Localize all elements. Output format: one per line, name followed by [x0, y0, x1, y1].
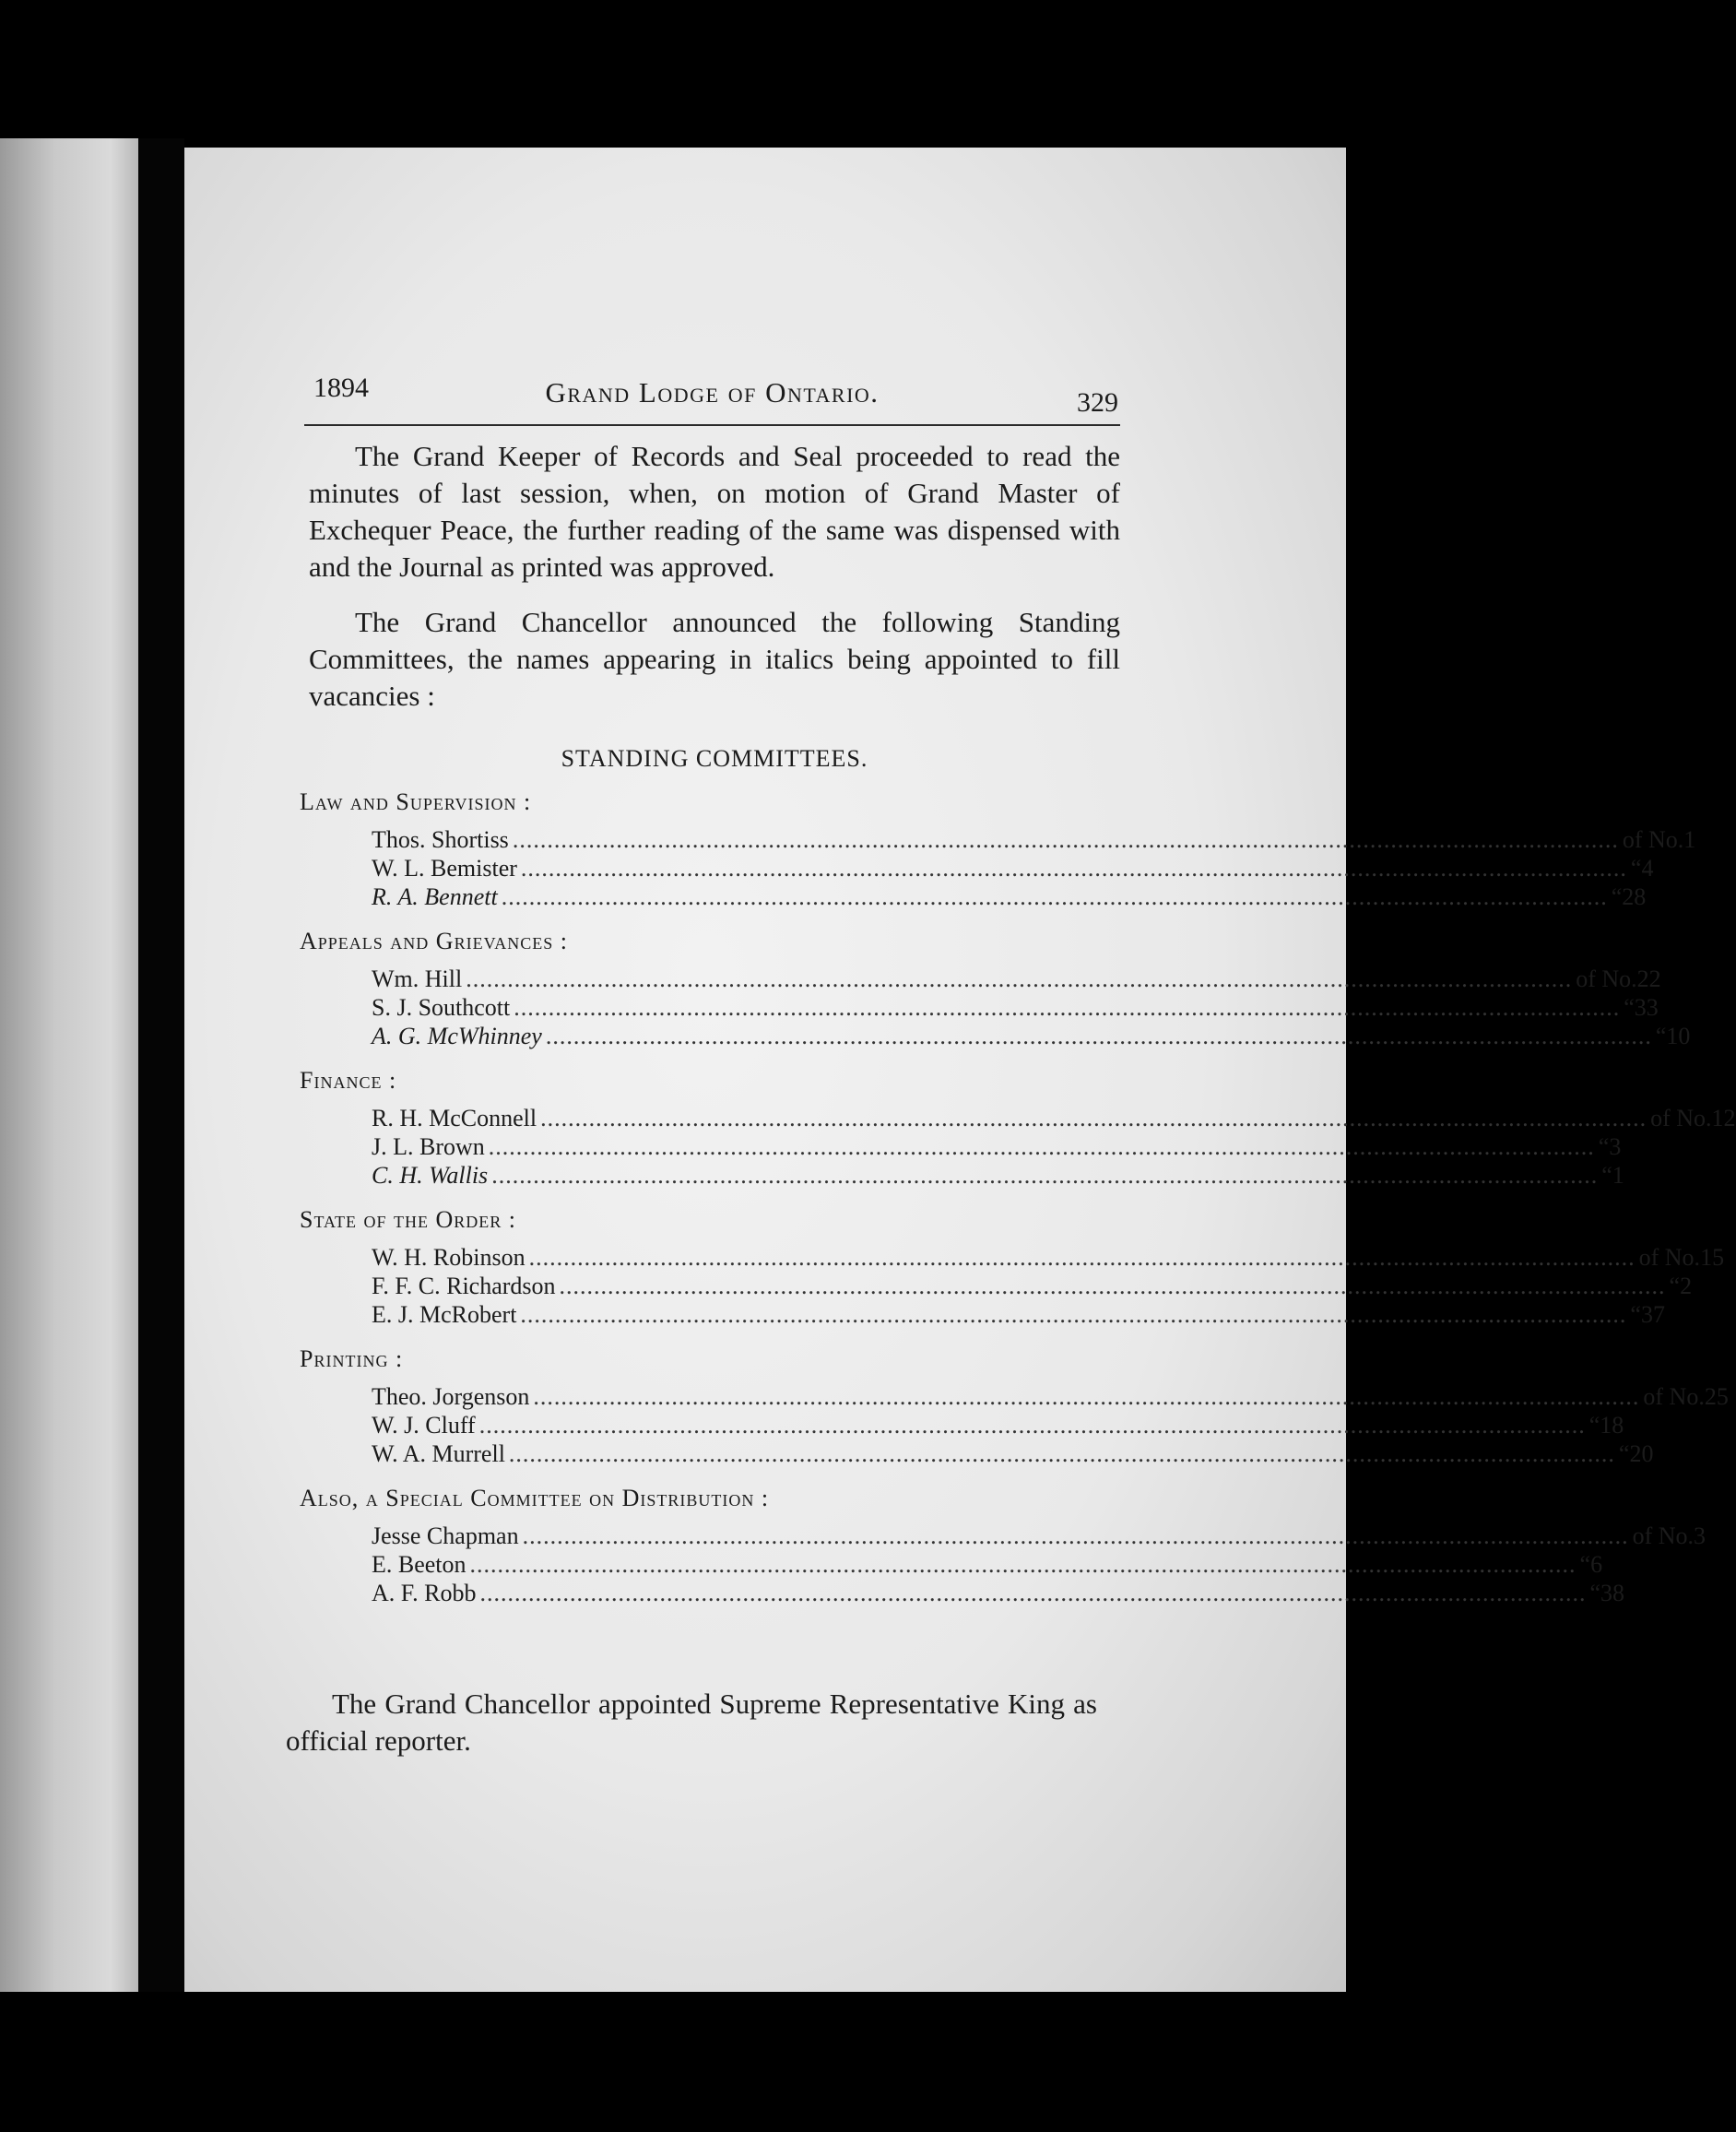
lodge-number: 3: [1609, 1133, 1622, 1160]
lodge-prefix: of No.: [1576, 965, 1637, 992]
lodge-prefix: “: [1655, 1023, 1667, 1049]
lodge-number: 25: [1704, 1383, 1729, 1410]
member-name: W. L. Bemister: [372, 855, 517, 882]
dot-leader: ................................................................................................................................................................: [466, 965, 1573, 992]
committee-block: [300, 928, 1691, 1050]
member-name: R. A. Bennett: [372, 883, 498, 910]
member-name: J. L. Brown: [372, 1133, 485, 1160]
member-name: Thos. Shortiss: [372, 826, 509, 853]
member-name: W. J. Cluff: [372, 1412, 476, 1439]
member-name: W. A. Murrell: [372, 1440, 505, 1467]
member-row: [372, 882, 1647, 911]
member-name: A. G. McWhinney: [372, 1023, 542, 1049]
lodge-number: 33: [1634, 994, 1659, 1021]
lodge-prefix: of No.: [1638, 1244, 1701, 1271]
dot-leader: ................................................................................................................................................................: [488, 1133, 1595, 1160]
dot-leader: ................................................................................................................................................................: [545, 1023, 1652, 1049]
paragraph-closing: The Grand Chancellor appointed Supreme Representative King as official reporter.: [286, 1688, 1097, 1757]
member-row: [372, 1272, 1693, 1300]
lodge-number: 18: [1600, 1412, 1624, 1439]
member-name: Theo. Jorgenson: [372, 1383, 530, 1410]
lodge-prefix: “: [1601, 1162, 1612, 1189]
header-title: Grand Lodge of Ontario.: [545, 376, 880, 409]
committee-heading: Law and Supervision :: [300, 788, 532, 815]
member-row: [372, 854, 1654, 882]
lodge-prefix: of No.: [1643, 1383, 1705, 1410]
dot-leader: ................................................................................................................................................................: [522, 1522, 1629, 1549]
member-row: [372, 1022, 1691, 1050]
member-name: F. F. C. Richardson: [372, 1273, 556, 1299]
page-number: 329: [1077, 387, 1118, 418]
committee-heading: State of the Order :: [300, 1206, 517, 1233]
committee-list: [300, 788, 1736, 1624]
lodge-number: 20: [1629, 1440, 1654, 1467]
lodge-number: 4: [1641, 855, 1654, 882]
member-name: Wm. Hill: [372, 965, 463, 992]
member-name: A. F. Robb: [372, 1580, 477, 1606]
member-name: E. Beeton: [372, 1551, 466, 1578]
committee-block: [300, 1206, 1725, 1329]
lodge-prefix: “: [1598, 1133, 1610, 1160]
member-row: [372, 1439, 1654, 1468]
committee-heading: Also, a Special Committee on Distribution :: [300, 1485, 770, 1511]
lodge-prefix: “: [1588, 1412, 1600, 1439]
member-row: [372, 1411, 1624, 1439]
lodge-number: 12: [1711, 1105, 1736, 1131]
dot-leader: ................................................................................................................................................................: [528, 1244, 1636, 1271]
lodge-number: 22: [1636, 965, 1661, 992]
lodge-number: 10: [1666, 1023, 1691, 1049]
committee-block: [300, 1485, 1706, 1607]
lodge-number: 1: [1612, 1162, 1624, 1189]
member-row: [372, 1132, 1622, 1161]
lodge-number: 38: [1600, 1580, 1625, 1606]
member-name: E. J. McRobert: [372, 1301, 517, 1328]
member-row: [372, 1300, 1665, 1329]
member-row: [372, 825, 1696, 854]
dot-leader: ................................................................................................................................................................: [491, 1162, 1599, 1189]
running-header: [304, 369, 1120, 426]
dot-leader: ................................................................................................................................................................: [478, 1412, 1586, 1439]
book-binding-gutter: [138, 138, 184, 1992]
lodge-prefix: of No.: [1650, 1105, 1712, 1131]
lodge-number: 37: [1640, 1301, 1665, 1328]
dot-leader: ................................................................................................................................................................: [559, 1273, 1666, 1299]
member-row: [372, 1104, 1736, 1132]
member-name: C. H. Wallis: [372, 1162, 489, 1189]
lodge-prefix: of No.: [1622, 826, 1684, 853]
lodge-prefix: “: [1624, 994, 1635, 1021]
member-name: W. H. Robinson: [372, 1244, 526, 1271]
member-row: [372, 1382, 1729, 1411]
lodge-prefix: “: [1579, 1551, 1591, 1578]
lodge-prefix: “: [1630, 1301, 1641, 1328]
lodge-prefix: of No.: [1632, 1522, 1695, 1549]
dot-leader: ................................................................................................................................................................: [520, 855, 1627, 882]
dot-leader: ................................................................................................................................................................: [479, 1580, 1587, 1606]
standing-committees-heading: STANDING COMMITTEES.: [561, 745, 868, 772]
committee-block: [300, 1067, 1736, 1190]
dot-leader: ................................................................................................................................................................: [508, 1440, 1615, 1467]
dot-leader: ................................................................................................................................................................: [514, 994, 1621, 1021]
committee-block: [300, 1345, 1729, 1468]
dot-leader: ................................................................................................................................................................: [533, 1383, 1640, 1410]
lodge-number: 6: [1590, 1551, 1603, 1578]
member-row: [372, 965, 1661, 993]
lodge-prefix: “: [1589, 1580, 1601, 1606]
member-name: S. J. Southcott: [372, 994, 511, 1021]
member-row: [372, 1522, 1706, 1550]
committee-heading: Appeals and Grievances :: [300, 928, 568, 954]
lodge-number: 15: [1700, 1244, 1725, 1271]
dot-leader: ................................................................................................................................................................: [540, 1105, 1647, 1131]
dot-leader: ................................................................................................................................................................: [501, 883, 1608, 910]
facing-page-edge: [0, 138, 138, 1992]
paragraph-minutes: The Grand Keeper of Records and Seal proceeded to read the minutes of last session, when, on motion of Grand Master of Exchequer Peace, the further reading of the same was dispensed with and the Journal as printed was approved.: [309, 440, 1120, 583]
dot-leader: ................................................................................................................................................................: [512, 826, 1619, 853]
member-row: [372, 1243, 1725, 1272]
lodge-prefix: “: [1618, 1440, 1630, 1467]
lodge-prefix: “: [1669, 1273, 1681, 1299]
header-year: 1894: [313, 373, 369, 403]
member-row: [372, 993, 1659, 1022]
committee-block: [300, 788, 1696, 911]
paragraph-committees-intro: The Grand Chancellor announced the following Standing Committees, the names appearing in italics being appointed to fill vacancies :: [309, 606, 1120, 712]
member-name: R. H. McConnell: [372, 1105, 537, 1131]
lodge-prefix: “: [1630, 855, 1642, 882]
lodge-number: 3: [1694, 1522, 1706, 1549]
member-row: [372, 1161, 1624, 1190]
lodge-number: 28: [1622, 883, 1647, 910]
member-name: Jesse Chapman: [372, 1522, 519, 1549]
committee-heading: Printing :: [300, 1345, 404, 1372]
committee-heading: Finance :: [300, 1067, 397, 1094]
lodge-number: 1: [1683, 826, 1696, 853]
dot-leader: ................................................................................................................................................................: [469, 1551, 1577, 1578]
lodge-number: 2: [1680, 1273, 1693, 1299]
member-row: [372, 1550, 1603, 1579]
member-row: [372, 1579, 1625, 1607]
lodge-prefix: “: [1611, 883, 1623, 910]
dot-leader: ................................................................................................................................................................: [520, 1301, 1627, 1328]
